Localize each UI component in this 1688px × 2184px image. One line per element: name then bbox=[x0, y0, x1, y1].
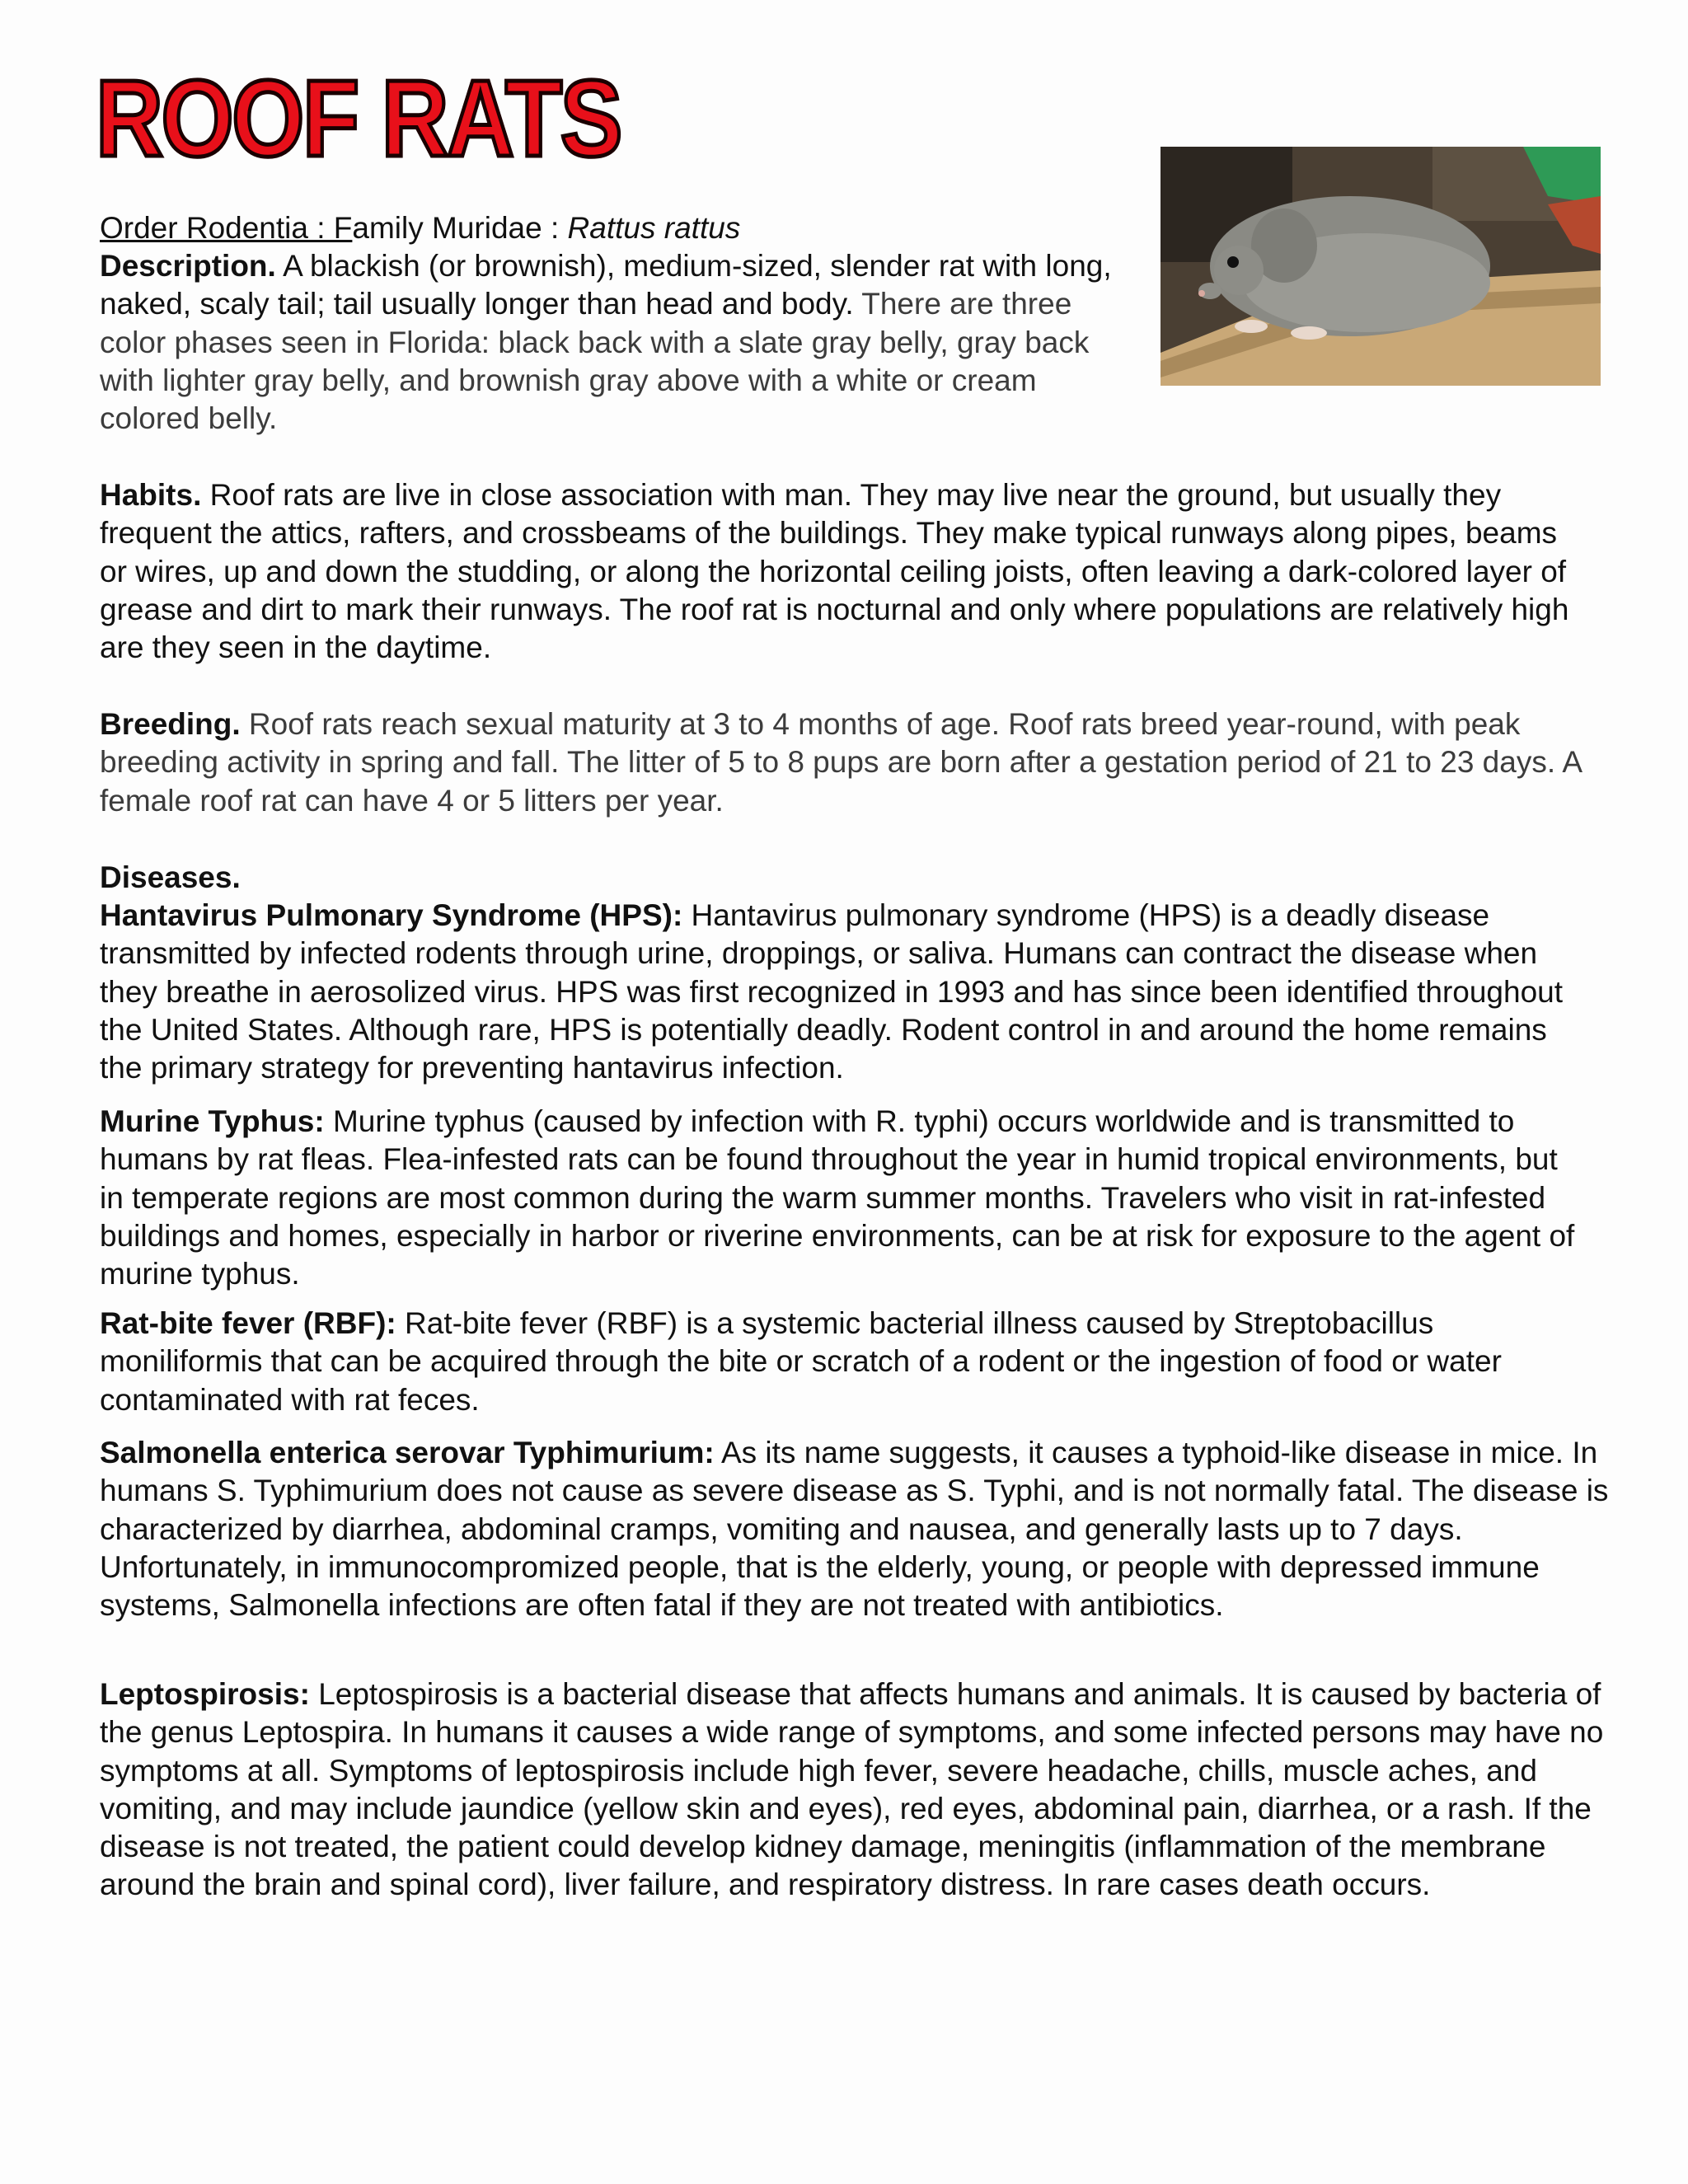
disease-text: Rat-bite fever (RBF) is a systemic bacterial illness caused by Streptobacillus moniliformis that can be acquired through the bite or scratch of a rodent or the ingestion of food or water contaminated with rat feces. bbox=[100, 1306, 1502, 1417]
description-paragraph bbox=[100, 247, 1138, 438]
disease-murine-typhus bbox=[100, 1103, 1583, 1293]
taxonomy-line bbox=[100, 209, 1171, 247]
disease-label: Hantavirus Pulmonary Syndrome (HPS): bbox=[100, 898, 683, 932]
disease-label: Salmonella enterica serovar Typhimurium: bbox=[100, 1436, 715, 1469]
disease-text: As its name suggests, it causes a typhoid-like disease in mice. In humans S. Typhimurium does not cause as severe disease as S. Typhi, and is not normally fatal. The disease is characterized by diarrhea, abdominal cramps, vomiting and nausea, and generally lasts up to 7 days. Unfortunately, in immunocompromized people, that is the elderly, young, or people with depressed immune systems, Salmonella infections are often fatal if they are not treated with antibiotics. bbox=[100, 1436, 1609, 1623]
order-text: Order Rodentia : F bbox=[100, 211, 353, 245]
habits-label: Habits. bbox=[100, 478, 202, 512]
breeding-paragraph bbox=[100, 705, 1583, 820]
rat-photo bbox=[1160, 147, 1601, 386]
disease-salmonella bbox=[100, 1434, 1616, 1624]
disease-text: Leptospirosis is a bacterial disease that affects humans and animals. It is caused by bacteria of the genus Leptospira. In humans it causes a wide range of symptoms, and some infected persons may have no symptoms at all. Symptoms of leptospirosis include high fever, severe headache, chills, muscle aches, and vomiting, and may include jaundice (yellow skin and eyes), red eyes, abdominal pain, diarrhea, or a rash. If the disease is not treated, the patient could develop kidney damage, meningitis (inflammation of the membrane around the brain and spinal cord), liver failure, and respiratory distress. In rare cases death occurs. bbox=[100, 1677, 1604, 1902]
habits-paragraph bbox=[100, 476, 1583, 667]
disease-label: Murine Typhus: bbox=[100, 1104, 325, 1138]
disease-rat-bite-fever bbox=[100, 1305, 1583, 1419]
species-text: Rattus rattus bbox=[567, 211, 741, 245]
disease-text: Murine typhus (caused by infection with R. typhi) occurs worldwide and is transmitted to humans by rat fleas. Flea-infested rats can be found throughout the year in humid tropical environments, but in temperate regions are most common during the warm summer months. Travelers who visit in rat-infested buildings and homes, especially in harbor or riverine environments, can be at risk for exposure to the agent of murine typhus. bbox=[100, 1104, 1575, 1291]
description-color-phases: There are three color phases seen in Florida: black back with a slate gray belly, gray back with lighter gray belly, and brownish gray above with a white or cream colored belly. bbox=[100, 287, 1090, 436]
diseases-heading: Diseases. bbox=[100, 860, 241, 894]
breeding-text: Roof rats reach sexual maturity at 3 to 4 months of age. Roof rats breed year-round, with peak breeding activity in spring and fall. The litter of 5 to 8 pups are born after a gestation period of 21 to 23 days. A female roof rat can have 4 or 5 litters per year. bbox=[100, 707, 1581, 818]
family-text: amily Muridae : bbox=[352, 211, 568, 245]
disease-text: Hantavirus pulmonary syndrome (HPS) is a deadly disease transmitted by infected rodents through urine, droppings, or saliva. Humans can contract the disease when they breathe in aerosolized virus. HPS was first recognized in 1993 and has since been identified throughout the United States. Although rare, HPS is potentially deadly. Rodent control in and around the home remains the primary strategy for preventing hantavirus infection. bbox=[100, 898, 1564, 1085]
description-label: Description. bbox=[100, 249, 276, 283]
disease-label: Leptospirosis: bbox=[100, 1677, 310, 1711]
disease-leptospirosis bbox=[100, 1675, 1616, 1905]
description-text: A blackish (or brownish), medium-sized, slender rat with long, naked, scaly tail; tail usually longer than head and body. bbox=[100, 249, 1112, 321]
habits-text: Roof rats are live in close association with man. They may live near the ground, but usually they frequent the attics, rafters, and crossbeams of the buildings. They make typical runways along pipes, beams or wires, up and down the studding, or along the horizontal ceiling joists, often leaving a dark-colored layer of grease and dirt to mark their runways. The roof rat is nocturnal and only where populations are relatively high are they seen in the daytime. bbox=[100, 478, 1569, 665]
rat-photo-icon bbox=[1160, 147, 1601, 386]
disease-hps bbox=[100, 897, 1583, 1087]
breeding-label: Breeding. bbox=[100, 707, 241, 741]
page-title: ROOF RATS bbox=[96, 58, 621, 179]
disease-label: Rat-bite fever (RBF): bbox=[100, 1306, 396, 1340]
